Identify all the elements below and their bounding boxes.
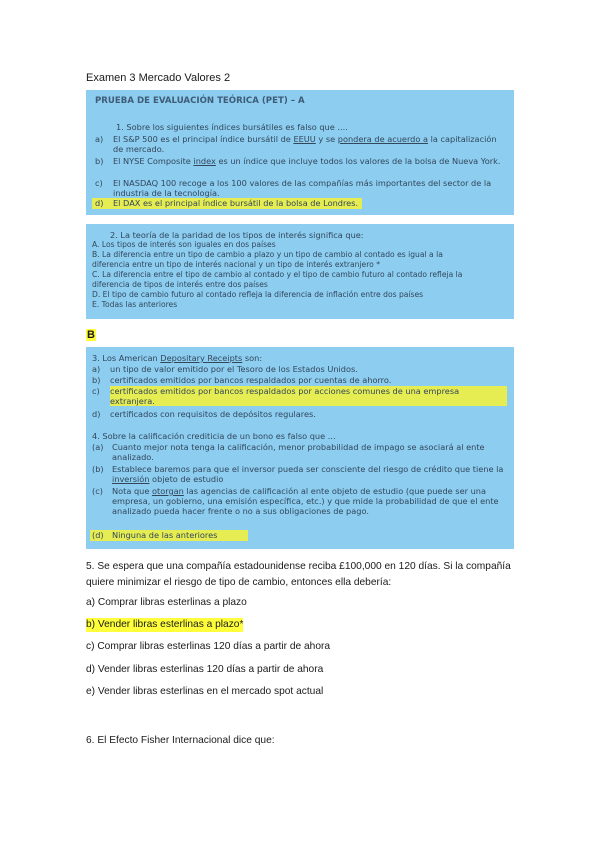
q2-line: D. El tipo de cambio futuro al contado refleja la diferencia de inflación entre dos países — [92, 290, 424, 299]
q2-line: C. La diferencia entre el tipo de cambio al contado y el tipo de cambio futuro al contado refleja la — [92, 270, 463, 279]
q1-option-d-highlighted: d) El DAX es el principal índice bursátil de la bolsa de Londres. — [92, 198, 362, 209]
exam-heading: PRUEBA DE EVALUACIÓN TEÓRICA (PET) – A — [95, 96, 305, 106]
question-3-text: 3. Los American Depositary Receipts son: — [92, 353, 263, 363]
question-5-text: 5. Se espera que una compañía estadounidense reciba £100,000 en 120 días. Si la compañía quiere minimizar el riesgo de tipo de cambio, entonces ella debería: — [86, 561, 511, 588]
q2-line: E. Todas las anteriores — [92, 300, 178, 309]
q3-option-c-highlighted: c) certificados emitidos por bancos respaldados por acciones comunes de una empresa extranjera. — [92, 386, 507, 407]
q2-line: B. La diferencia entre un tipo de cambio a plazo y un tipo de cambio al contado es igual a la — [92, 250, 443, 259]
question-photo-1: PRUEBA DE EVALUACIÓN TEÓRICA (PET) – A 1. Sobre los siguientes índices bursátiles es falso que .... a) El S&P 500 es el principal índice bursátil de EEUU y se pondera de acuerdo a la capitalización de mercado. b) El NYSE Composite index es un índice que incluye todos los valores de la bolsa de Nueva York. c) El NASDAQ 100 recoge a los 100 valores de las compañías más importantes del sector de la industria de la tecnología. d) El DAX es el principal índice bursátil de la bolsa de Londres. — [86, 90, 514, 215]
q5-option-b-highlighted: b) Vender libras esterlinas a plazo* — [86, 619, 244, 630]
q5-option-a: a) Comprar libras esterlinas a plazo — [86, 597, 247, 608]
q5-option-e: e) Vender libras esterlinas en el mercado spot actual — [86, 686, 324, 697]
question-photo-3: 3. Los American Depositary Receipts son: a) un tipo de valor emitido por el Tesoro de los Estados Unidos. b) certificados emitidos por bancos respaldados por cuentas de ahorro. c) certificados emitidos por bancos respaldados por acciones comunes de una empresa extranjera. d) certificados con requisitos de depósitos regulares. 4. Sobre la calificación crediticia de un bono es falso que ... (a) Cuanto mejor nota tenga la calificación, menor probabilidad de impago se asociará al ente analizado. (b) Establece baremos para que el inversor pueda ser consciente del riesgo de crédito que tiene la inversión objeto de estudio (c) Nota que otorgan las agencias de calificación al ente objeto de estudio (que puede ser una empresa, un gobierno, una emisión específica, etc.) y que mide la probabilidad de que el ente analizado pueda hacer frente o no a sus obligaciones de pago. (d) Ninguna de las anteriores — [86, 347, 514, 549]
document-title: Examen 3 Mercado Valores 2 — [86, 72, 231, 84]
answer-marker: B — [87, 329, 95, 341]
question-photo-2 — [86, 224, 514, 319]
q2-line: diferencia de tipos de interés entre dos países — [92, 280, 268, 289]
q4-option-d-highlighted: (d) Ninguna de las anteriores — [90, 530, 248, 541]
q5-option-d: d) Vender libras esterlinas 120 días a partir de ahora — [86, 664, 324, 675]
q5-option-c: c) Comprar libras esterlinas 120 días a partir de ahora — [86, 641, 331, 652]
question-6-text: 6. El Efecto Fisher Internacional dice que: — [86, 735, 275, 746]
question-4-text: 4. Sobre la calificación crediticia de un bono es falso que ... — [92, 431, 336, 441]
q2-line: A. Los tipos de interés son iguales en dos países — [92, 240, 276, 249]
q2-line: diferencia entre un tipo de interés nacional y un tipo de interés extranjero * — [92, 260, 381, 269]
question-2-text: 2. La teoría de la paridad de los tipos de interés significa que: — [110, 230, 364, 240]
question-1-text: 1. Sobre los siguientes índices bursátiles es falso que .... — [116, 122, 348, 132]
